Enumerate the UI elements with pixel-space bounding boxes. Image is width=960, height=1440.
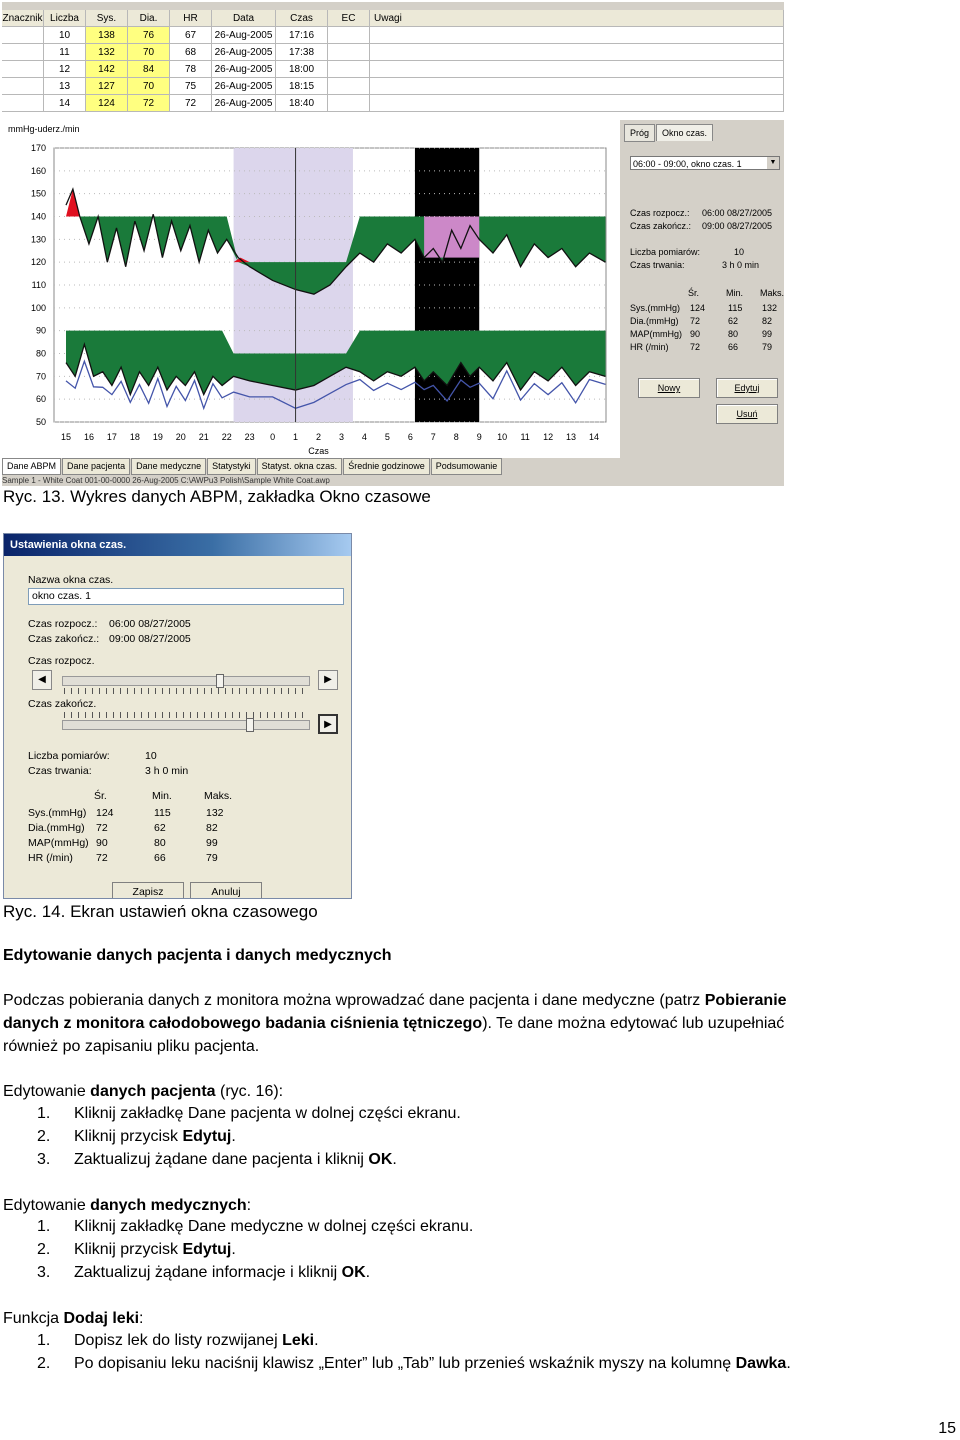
table-cell	[2, 27, 44, 44]
y-tick-label: 150	[30, 188, 46, 199]
x-tick-label: 9	[476, 432, 482, 442]
table-header	[2, 10, 784, 27]
stat-label: Dia.(mmHg)	[630, 316, 679, 326]
stat-value: 115	[154, 807, 171, 819]
list-text	[74, 1105, 461, 1123]
start-label: Czas rozpocz.:	[28, 618, 98, 630]
save-button[interactable]: Zapisz	[112, 882, 184, 899]
column-header[interactable]: Liczba	[44, 10, 86, 27]
y-axis-unit: mmHg-uderz./min	[8, 124, 80, 134]
start-label: Czas rozpocz.:	[630, 208, 690, 218]
table-cell: 70	[128, 44, 170, 61]
window-name-input[interactable]: okno czas. 1	[28, 588, 344, 605]
time-window-settings-dialog	[3, 533, 352, 899]
table-cell	[328, 44, 370, 61]
start-slider-ticks	[64, 688, 308, 694]
y-tick-label: 170	[30, 143, 46, 153]
x-axis-label: Czas	[308, 446, 329, 456]
text-run: .	[231, 1128, 236, 1145]
end-slider-label: Czas zakończ.	[28, 698, 97, 710]
bottom-tab[interactable]: Średnie godzinowe	[343, 458, 430, 475]
page-number: 15	[938, 1420, 956, 1437]
stat-value: 66	[154, 852, 166, 864]
x-tick-label: 23	[244, 432, 255, 442]
stat-label: Sys.(mmHg)	[28, 807, 87, 819]
status-bar: Sample 1 - White Coat 001-00-0000 26-Aug-2005 C:\AWPu3 Polish\Sample White Coat.awp	[2, 476, 330, 485]
table-body	[2, 27, 784, 112]
stat-value: 99	[762, 329, 773, 339]
text-run: (ryc. 16):	[215, 1083, 284, 1100]
chevron-down-icon[interactable]: ▼	[767, 157, 779, 169]
stat-value: 132	[206, 807, 224, 819]
y-tick-label: 80	[35, 348, 46, 359]
table-cell	[328, 61, 370, 78]
stat-value: 72	[96, 822, 108, 834]
list-text	[74, 1332, 319, 1350]
count-label: Liczba pomiarów:	[28, 750, 110, 762]
table-cell	[2, 78, 44, 95]
table-cell: 127	[86, 78, 128, 95]
text-run: :	[139, 1310, 144, 1327]
table-cell: 68	[170, 44, 212, 61]
stat-label: Sys.(mmHg)	[630, 303, 680, 313]
table-row[interactable]	[2, 44, 784, 61]
table-cell	[328, 95, 370, 112]
stat-header: Min.	[726, 288, 744, 298]
arrow-right-icon: ▶	[324, 674, 332, 685]
bottom-tabs	[2, 458, 784, 474]
count-value: 10	[734, 247, 745, 257]
x-tick-label: 0	[270, 432, 276, 442]
bold-text: Edytuj	[182, 1128, 232, 1145]
end-label: Czas zakończ.:	[28, 633, 100, 645]
y-tick-label: 100	[30, 302, 46, 313]
text-run: Po dopisaniu leku naciśnij klawisz „Enter” lub „Tab” lub przenieś wskaźnik myszy na kolumnę	[74, 1355, 736, 1372]
start-slider-label: Czas rozpocz.	[28, 655, 95, 667]
table-cell: 14	[44, 95, 86, 112]
table-row[interactable]	[2, 78, 784, 95]
stat-value: 66	[728, 342, 739, 352]
column-header[interactable]: HR	[170, 10, 212, 27]
text-run: .	[392, 1151, 397, 1168]
figure-14-caption: Ryc. 14. Ekran ustawień okna czasowego	[3, 902, 318, 921]
list-text	[74, 1128, 236, 1146]
table-cell	[370, 95, 784, 112]
bottom-tab[interactable]: Podsumowanie	[431, 458, 503, 475]
stat-value: 80	[154, 837, 166, 849]
end-label: Czas zakończ.:	[630, 221, 692, 231]
y-tick-label: 110	[31, 280, 46, 290]
end-value: 09:00 08/27/2005	[109, 633, 191, 645]
table-cell: 26-Aug-2005	[212, 61, 276, 78]
table-cell: 72	[170, 95, 212, 112]
new-button[interactable]: Nowy	[638, 378, 700, 398]
y-tick-label: 130	[30, 234, 46, 245]
table-cell	[370, 61, 784, 78]
dialog-title: Ustawienia okna czas.	[4, 534, 351, 556]
x-tick-label: 16	[83, 432, 94, 442]
duration-label: Czas trwania:	[28, 765, 92, 777]
table-cell	[2, 44, 44, 61]
stat-value: 99	[206, 837, 218, 849]
stat-value: 79	[762, 342, 773, 352]
stat-value: 62	[154, 822, 166, 834]
column-header[interactable]: Sys.	[86, 10, 128, 27]
y-tick-label: 70	[35, 371, 46, 382]
bottom-tab[interactable]: Dane pacjenta	[62, 458, 130, 475]
x-tick-label: 2	[316, 432, 322, 442]
stat-label: HR (/min)	[630, 342, 669, 352]
stat-value: 124	[690, 303, 706, 313]
x-tick-label: 5	[384, 432, 390, 442]
table-cell: 26-Aug-2005	[212, 44, 276, 61]
x-tick-label: 3	[338, 432, 344, 442]
measurement-table	[2, 10, 784, 120]
stat-label: MAP(mmHg)	[630, 329, 682, 339]
section-heading: Edytowanie danych pacjenta i danych medycznych	[3, 947, 392, 964]
start-value: 06:00 08/27/2005	[109, 618, 191, 630]
select-value: 06:00 - 09:00, okno czas. 1	[633, 159, 742, 169]
table-cell	[2, 61, 44, 78]
list-text	[74, 1355, 791, 1373]
stat-label: Dia.(mmHg)	[28, 822, 85, 834]
list-number: 3.	[37, 1264, 51, 1281]
x-tick-label: 20	[175, 432, 186, 442]
text-run: Edytowanie	[3, 1197, 91, 1214]
list-number: 2.	[37, 1355, 51, 1372]
table-cell: 12	[44, 61, 86, 78]
bp-chart	[2, 120, 620, 458]
text-run: .	[786, 1355, 791, 1372]
text-run: Dopisz lek do listy rozwijanej	[74, 1332, 283, 1349]
column-header[interactable]: Data	[212, 10, 276, 27]
list-text	[74, 1151, 397, 1169]
time-window-select[interactable]	[630, 156, 780, 170]
arrow-right-icon: ▶	[324, 719, 332, 730]
table-cell	[370, 78, 784, 95]
bold-text: OK	[368, 1151, 393, 1168]
stat-value: 72	[96, 852, 108, 864]
stat-value: 90	[96, 837, 108, 849]
table-cell: 18:15	[276, 78, 328, 95]
table-cell: 72	[128, 95, 170, 112]
stat-value: 80	[728, 329, 739, 339]
stat-value: 90	[690, 329, 701, 339]
x-tick-label: 21	[198, 432, 209, 442]
column-header[interactable]: Dia.	[128, 10, 170, 27]
stat-value: 115	[728, 303, 743, 313]
duration-value: 3 h 0 min	[722, 260, 760, 270]
x-tick-label: 1	[293, 432, 299, 442]
name-label: Nazwa okna czas.	[28, 574, 114, 586]
x-tick-label: 4	[361, 432, 367, 442]
stat-value: 82	[762, 316, 773, 326]
column-header[interactable]: EC	[328, 10, 370, 27]
table-cell: 67	[170, 27, 212, 44]
y-tick-label: 60	[35, 394, 46, 405]
list-number: 3.	[37, 1151, 51, 1168]
bold-text: OK	[341, 1264, 366, 1281]
end-value: 09:00 08/27/2005	[702, 221, 773, 231]
bottom-tab[interactable]: Dane medyczne	[131, 458, 206, 475]
table-cell: 70	[128, 78, 170, 95]
stat-value: 124	[96, 807, 114, 819]
bottom-tab[interactable]: Statystyki	[207, 458, 256, 475]
duration-value: 3 h 0 min	[145, 765, 189, 777]
figure-13-caption: Ryc. 13. Wykres danych ABPM, zakładka Okno czasowe	[3, 487, 431, 506]
column-header[interactable]: Uwagi	[370, 10, 784, 27]
link-text: Pobieranie	[704, 992, 787, 1009]
bottom-tab[interactable]: Statyst. okna czas.	[257, 458, 343, 475]
table-cell	[370, 44, 784, 61]
stat-header: Śr.	[94, 790, 107, 802]
start-value: 06:00 08/27/2005	[702, 208, 773, 218]
subsection-patient	[3, 1081, 283, 1103]
bold-text: Edytuj	[182, 1241, 232, 1258]
text-run: Kliknij przycisk	[74, 1241, 183, 1258]
stat-header: Maks.	[760, 288, 784, 298]
abpm-chart-screenshot	[2, 2, 784, 486]
stat-value: 72	[690, 342, 701, 352]
text-run: ). Te dane można edytować lub uzupełniać	[482, 1015, 785, 1032]
table-cell	[328, 27, 370, 44]
stat-header: Min.	[152, 790, 172, 802]
paragraph-line-1	[3, 990, 787, 1012]
count-value: 10	[145, 750, 157, 762]
duration-label: Czas trwania:	[630, 260, 685, 270]
list-text	[74, 1264, 370, 1282]
bold-text: danych medycznych	[90, 1197, 247, 1214]
list-text	[74, 1218, 473, 1236]
stat-value: 82	[206, 822, 218, 834]
text-run: Podczas pobierania danych z monitora można wprowadzać dane pacjenta i dane medyczne (patrz	[3, 992, 705, 1009]
x-tick-label: 13	[566, 432, 577, 442]
x-tick-label: 7	[430, 432, 436, 442]
text-run: Kliknij przycisk	[74, 1128, 183, 1145]
table-cell: 11	[44, 44, 86, 61]
table-cell	[370, 27, 784, 44]
text-run: Funkcja	[3, 1310, 64, 1327]
list-number: 2.	[37, 1241, 51, 1258]
table-cell: 75	[170, 78, 212, 95]
table-cell: 138	[86, 27, 128, 44]
start-slider-track[interactable]	[62, 676, 310, 686]
x-tick-label: 14	[588, 432, 600, 442]
list-number: 1.	[37, 1332, 51, 1349]
cancel-button[interactable]: Anuluj	[190, 882, 262, 899]
start-next-button[interactable]	[318, 670, 338, 690]
table-cell: 18:40	[276, 95, 328, 112]
y-tick-label: 140	[30, 211, 46, 222]
stat-value: 132	[762, 303, 778, 313]
table-cell: 132	[86, 44, 128, 61]
tab-time-window[interactable]: Okno czas.	[656, 124, 713, 141]
time-window-panel	[622, 120, 784, 458]
x-tick-label: 12	[543, 432, 554, 442]
x-tick-label: 8	[453, 432, 459, 442]
chart-panel	[2, 120, 620, 458]
table-cell: 84	[128, 61, 170, 78]
table-row[interactable]	[2, 27, 784, 44]
text-run: :	[246, 1197, 252, 1214]
end-slider-track[interactable]	[62, 720, 310, 730]
x-tick-label: 6	[407, 432, 413, 442]
bold-text: Dodaj leki	[63, 1310, 140, 1327]
stat-value: 62	[728, 316, 739, 326]
window-systolic	[424, 217, 479, 258]
x-tick-label: 18	[129, 432, 140, 442]
stat-label: HR (/min)	[28, 852, 73, 864]
list-number: 2.	[37, 1128, 51, 1145]
stat-header: Śr.	[688, 288, 700, 298]
text-run: Zaktualizuj żądane informacje i kliknij	[74, 1264, 342, 1281]
table-row[interactable]	[2, 61, 784, 78]
arrow-left-icon: ◀	[38, 674, 46, 685]
text-run: Zaktualizuj żądane dane pacjenta i kliknij	[74, 1151, 369, 1168]
end-slider-thumb[interactable]	[246, 718, 254, 732]
bold-text: Leki	[282, 1332, 315, 1349]
text-run: Kliknij zakładkę Dane pacjenta w dolnej części ekranu.	[74, 1105, 461, 1122]
text-run: .	[231, 1241, 236, 1258]
stat-value: 79	[206, 852, 218, 864]
table-cell: 26-Aug-2005	[212, 95, 276, 112]
y-tick-label: 160	[30, 165, 46, 176]
table-cell: 124	[86, 95, 128, 112]
table-row[interactable]	[2, 95, 784, 112]
x-tick-label: 19	[152, 432, 163, 442]
table-cell: 26-Aug-2005	[212, 78, 276, 95]
table-cell	[328, 78, 370, 95]
end-next-button[interactable]	[318, 714, 338, 734]
table-cell: 17:16	[276, 27, 328, 44]
column-header[interactable]: Czas	[276, 10, 328, 27]
start-slider-thumb[interactable]	[216, 674, 224, 688]
text-run: .	[314, 1332, 319, 1349]
bottom-tab[interactable]: Dane ABPM	[2, 458, 61, 475]
text-run: Kliknij zakładkę Dane medyczne w dolnej części ekranu.	[74, 1218, 474, 1235]
subsection-medications	[3, 1308, 144, 1330]
column-header[interactable]: Znacznik	[2, 10, 44, 27]
x-tick-label: 11	[520, 432, 530, 442]
table-cell: 10	[44, 27, 86, 44]
table-cell: 26-Aug-2005	[212, 27, 276, 44]
paragraph-line-3: również po zapisaniu pliku pacjenta.	[3, 1038, 260, 1055]
text-run: .	[365, 1264, 371, 1281]
bold-text: danych pacjenta	[90, 1083, 216, 1100]
table-cell: 18:00	[276, 61, 328, 78]
stat-value: 72	[690, 316, 701, 326]
list-text	[74, 1241, 236, 1259]
text-run: Edytowanie	[3, 1083, 91, 1100]
table-cell: 78	[170, 61, 212, 78]
tab-threshold[interactable]: Próg	[624, 124, 655, 142]
x-tick-label: 22	[221, 432, 232, 442]
edit-button[interactable]: Edytuj	[716, 378, 778, 398]
y-tick-label: 90	[35, 325, 46, 336]
x-tick-label: 15	[60, 432, 72, 442]
list-number: 1.	[37, 1218, 51, 1235]
y-tick-label: 120	[30, 257, 46, 268]
y-tick-label: 50	[35, 417, 46, 427]
table-cell: 76	[128, 27, 170, 44]
stat-header: Maks.	[204, 790, 233, 802]
list-number: 1.	[37, 1105, 51, 1122]
x-tick-label: 10	[497, 432, 508, 442]
paragraph-line-2	[3, 1013, 784, 1035]
start-prev-button[interactable]	[32, 670, 52, 690]
stat-label: MAP(mmHg)	[28, 837, 89, 849]
bold-text: Dawka	[735, 1355, 787, 1372]
end-slider-ticks	[64, 712, 308, 718]
delete-button[interactable]: Usuń	[716, 404, 778, 424]
subsection-medical	[3, 1195, 251, 1217]
table-cell: 13	[44, 78, 86, 95]
x-tick-label: 17	[106, 432, 117, 442]
table-cell: 17:38	[276, 44, 328, 61]
link-text: danych z monitora całodobowego badania ciśnienia tętniczego	[3, 1015, 483, 1032]
table-cell: 142	[86, 61, 128, 78]
table-cell	[2, 95, 44, 112]
count-label: Liczba pomiarów:	[630, 247, 701, 257]
